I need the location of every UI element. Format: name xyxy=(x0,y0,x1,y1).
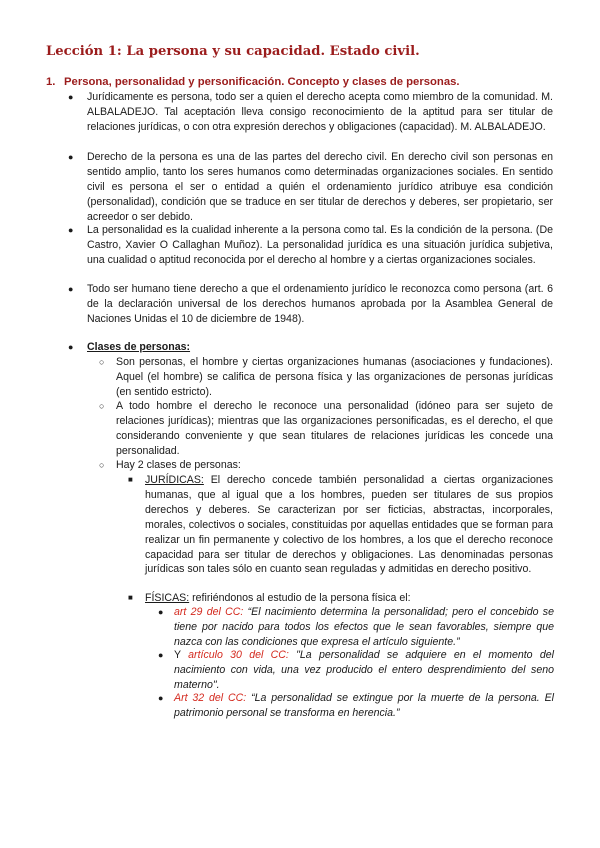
fisicas-text: refiriéndonos al estudio de la persona física el: xyxy=(189,592,411,604)
fisicas-label: FÍSICAS: xyxy=(145,592,190,604)
article-30-quote: "La personalidad se adquiere en el momento del nacimiento con vida, una vez producido el entero desprendimiento del seno materno". xyxy=(174,649,554,691)
juridicas-text: El derecho concede también personalidad a ciertas organizaciones humanas, que al igual que a los hombres, pueden ser titulares de sus propios derechos y deberes. Se caracterizan por ser ficticias, abstractas, incorporales, morales, colectivos o sociales, constituidas por aquellas entidades que se forman para realizar un fin permanente y colectivo de los hombres, a los que el derecho reconoce capacidad para ser titular de derechos y obligaciones. Las denominadas personas jurídicas son tales sólo en cuanto sean reguladas y admitidas en derecho positivo. xyxy=(145,474,553,576)
article-29-quote: “El nacimiento determina la personalidad; pero el concebido se tiene por nacido para todos los efectos que le sean favorables, siempre que nazca con las condiciones que expresa el artículo siguiente.” xyxy=(174,606,554,648)
paragraph-persona: Jurídicamente es persona, todo ser a quien el derecho acepta como miembro de la comunidad. M. ALBALADEJO. Tal aceptación lleva consigo reconocimiento de la aptitud para ser titular de relaciones jurídicas, o con otra expresión derechos y obligaciones (capacidad). M. ALBALADEJO. xyxy=(87,91,553,133)
square-bullet-icon: ■ xyxy=(128,475,133,484)
disc-bullet-icon: ● xyxy=(68,225,74,235)
clases-item-1: Son personas, el hombre y ciertas organizaciones humanas (asociaciones y fundaciones). Aquel (el hombre) se califica de persona física y las organizaciones de personas jurídicas (en sentido estricto). xyxy=(116,356,553,398)
section-number: 1. xyxy=(46,76,56,88)
article-29 xyxy=(174,605,554,650)
disc-bullet-icon: ● xyxy=(68,342,74,352)
clases-item-3: Hay 2 clases de personas: xyxy=(116,459,241,471)
paragraph-personalidad: La personalidad es la cualidad inherente a la persona como tal. Es la condición de la persona. (De Castro, Xavier O Callaghan Muñoz). La personalidad jurídica es una situación jurídica subjetiva, una cualidad o aptitud reconocida por el derecho al hombre y a ciertas organizaciones sociales. xyxy=(87,224,553,266)
juridicas-paragraph xyxy=(145,473,553,577)
disc-bullet-icon: ● xyxy=(158,650,164,660)
juridicas-label: JURÍDICAS: xyxy=(145,474,204,486)
article-30-ref: artículo 30 del CC: xyxy=(188,649,289,661)
circle-bullet-icon: ○ xyxy=(99,401,105,411)
article-29-ref: art 29 del CC: xyxy=(174,606,244,618)
circle-bullet-icon: ○ xyxy=(99,460,105,470)
lesson-title: Lección 1: La persona y su capacidad. Estado civil. xyxy=(46,44,420,59)
article-32-ref: Art 32 del CC: xyxy=(174,692,247,704)
article-30-prefix: Y xyxy=(174,649,189,661)
article-32 xyxy=(174,691,554,721)
paragraph-derechos-humanos: Todo ser humano tiene derecho a que el ordenamiento jurídico le reconozca como persona (art. 6 de la declaración universal de los derechos humanos aprobada por la Asamblea General de Naciones Unidas el 10 de diciembre de 1948). xyxy=(87,283,553,325)
disc-bullet-icon: ● xyxy=(158,607,164,617)
article-32-quote: “La personalidad se extingue por la muerte de la persona. El patrimonio personal se transforma en herencia.” xyxy=(174,692,554,719)
article-30 xyxy=(174,648,554,693)
disc-bullet-icon: ● xyxy=(68,92,74,102)
clases-heading: Clases de personas: xyxy=(87,341,191,353)
circle-bullet-icon: ○ xyxy=(99,357,105,367)
section-heading-text: Persona, personalidad y personificación. Concepto y clases de personas. xyxy=(64,76,460,88)
fisicas-paragraph xyxy=(145,591,553,606)
section-heading xyxy=(46,76,460,88)
paragraph-derecho: Derecho de la persona es una de las partes del derecho civil. En derecho civil son personas en sentido amplio, tanto los seres humanos como determinadas organizaciones sociales. En sentido civil es persona el ser o entidad a quién el ordenamiento jurídico atribuye esa condición (personalidad), condición que se traduce en ser titular de derechos y deberes, ser propietario, ser acreedor o ser debido. xyxy=(87,151,553,223)
disc-bullet-icon: ● xyxy=(158,693,164,703)
square-bullet-icon: ■ xyxy=(128,593,133,602)
clases-item-2: A todo hombre el derecho le reconoce una personalidad (idóneo para ser sujeto de relaciones jurídicas); mientras que las organizaciones personificadas, es el derecho, el que considerando conveniente y que sean titulares de relaciones jurídicas les concede una personalidad. xyxy=(116,400,553,457)
disc-bullet-icon: ● xyxy=(68,284,74,294)
disc-bullet-icon: ● xyxy=(68,152,74,162)
